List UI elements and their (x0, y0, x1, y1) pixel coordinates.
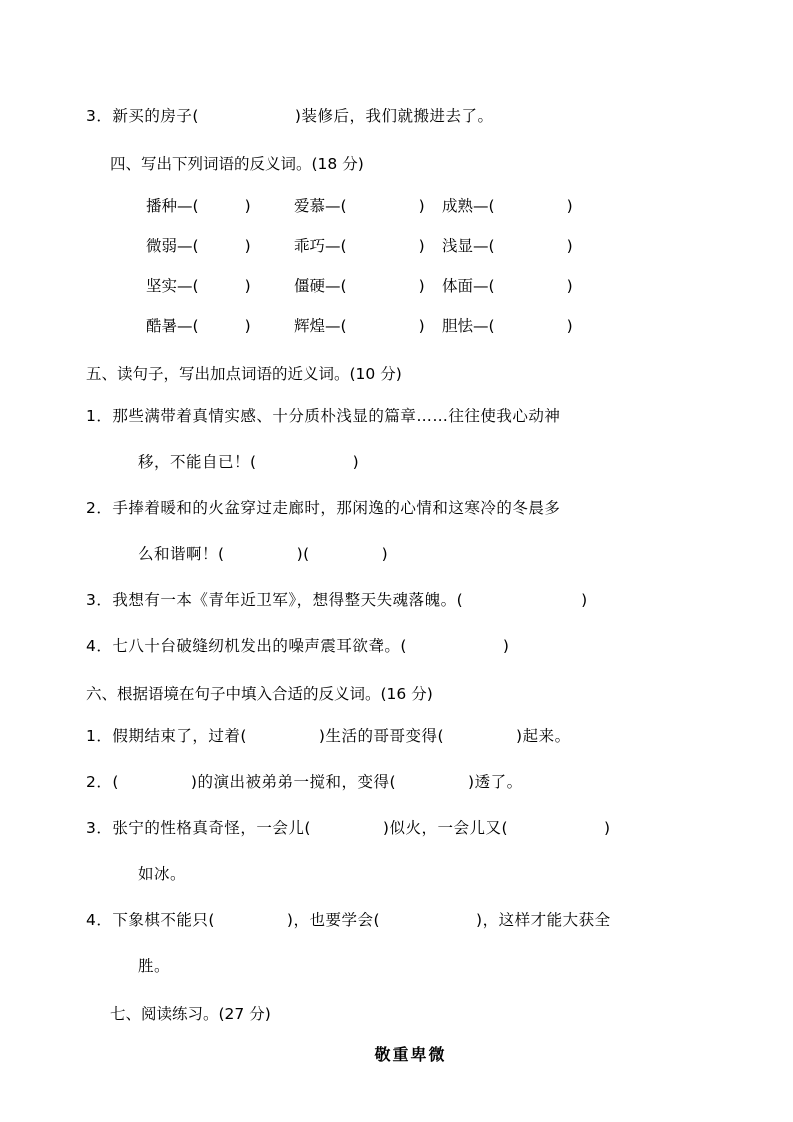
word-label: 爱慕—( (294, 197, 347, 215)
q1-part-c: )起来。 (516, 727, 571, 745)
section-6-q2 (86, 762, 715, 802)
q4-text: 4．七八十台破缝纫机发出的噪声震耳欲聋。( (86, 637, 407, 655)
section-6-q4-line-2: 胜。 (138, 957, 171, 975)
q2-part-c: )透了。 (468, 773, 523, 791)
word-cell (294, 226, 442, 266)
word-tail: ) (566, 197, 573, 215)
section-4-heading: 四、写出下列词语的反义词。(18 分) (110, 155, 364, 173)
section-5-q1-line-2 (86, 442, 715, 482)
q2-text: 么和谐啊！( (138, 545, 225, 563)
q1-part-a: 1．假期结束了，过着( (86, 727, 247, 745)
q4-part-a: 4．下象棋不能只( (86, 911, 215, 929)
antonym-row (86, 306, 715, 346)
q2-tail: ) (381, 545, 389, 563)
q3-part-c: ) (604, 819, 611, 837)
word-tail: ) (566, 317, 573, 335)
word-label: 坚实—( (146, 277, 199, 295)
word-tail: ) (244, 277, 251, 295)
word-tail: ) (244, 197, 251, 215)
word-tail: ) (418, 197, 425, 215)
word-tail: ) (418, 277, 425, 295)
section-5-q1-line-1: 1．那些满带着真情实感、十分质朴浅显的篇章……往往使我心动神 (86, 407, 561, 425)
section-7-heading: 七、阅读练习。(27 分) (110, 1005, 271, 1023)
q2-part-a: 2．( (86, 773, 119, 791)
section-5-q2-line-1: 2．手捧着暖和的火盆穿过走廊时，那闲逸的心情和这寒冷的冬晨多 (86, 499, 561, 517)
word-cell (442, 186, 590, 226)
q4-tail: ) (502, 637, 510, 655)
q4-part-c: )，这样才能大获全 (476, 911, 611, 929)
word-cell (146, 266, 294, 306)
word-cell (294, 186, 442, 226)
q2-part-b: )的演出被弟弟一搅和，变得( (190, 773, 397, 791)
word-tail: ) (566, 277, 573, 295)
antonym-row (86, 226, 715, 266)
word-cell (146, 226, 294, 266)
antonym-row (86, 266, 715, 306)
word-cell (442, 306, 590, 346)
section-6-heading: 六、根据语境在句子中填入合适的反义词。(16 分) (86, 685, 433, 703)
word-tail: ) (244, 237, 251, 255)
section-5-heading: 五、读句子，写出加点词语的近义词。(10 分) (86, 365, 402, 383)
q1-part-b: )生活的哥哥变得( (318, 727, 445, 745)
antonym-row (86, 186, 715, 226)
q3-top-text: 3．新买的房子( (86, 107, 199, 125)
q1-tail: ) (352, 453, 360, 471)
section-6-q1 (86, 716, 715, 756)
word-cell (146, 306, 294, 346)
q3-top-tail: )装修后，我们就搬进去了。 (294, 107, 494, 125)
section-6-q3-line-1 (86, 808, 715, 848)
reading-passage-title: 敬重卑微 (374, 1045, 447, 1064)
q3-tail: ) (581, 591, 588, 609)
q3-part-b: )似火，一会儿又( (382, 819, 509, 837)
section-5-q4 (86, 626, 715, 666)
word-cell (442, 226, 590, 266)
section-5-q2-line-2 (86, 534, 715, 574)
word-cell (442, 266, 590, 306)
word-label: 酷暑—( (146, 317, 199, 335)
word-label: 体面—( (442, 277, 495, 295)
section-6-q3-line-2: 如冰。 (138, 865, 187, 883)
word-tail: ) (418, 237, 425, 255)
question-3-top (86, 96, 715, 136)
word-label: 乖巧—( (294, 237, 347, 255)
q4-part-b: )，也要学会( (286, 911, 381, 929)
section-6-q4-line-1 (86, 900, 715, 940)
word-label: 微弱—( (146, 237, 199, 255)
word-label: 辉煌—( (294, 317, 347, 335)
word-tail: ) (418, 317, 425, 335)
word-label: 僵硬—( (294, 277, 347, 295)
q3-part-a: 3．张宁的性格真奇怪，一会儿( (86, 819, 311, 837)
word-label: 胆怯—( (442, 317, 495, 335)
word-tail: ) (566, 237, 573, 255)
word-label: 浅显—( (442, 237, 495, 255)
word-tail: ) (244, 317, 251, 335)
word-cell (294, 266, 442, 306)
q1-text: 移，不能自已！( (138, 453, 257, 471)
q3-text: 3．我想有一本《青年近卫军》，想得整天失魂落魄。( (86, 591, 464, 609)
word-label: 播种—( (146, 197, 199, 215)
word-cell (146, 186, 294, 226)
word-cell (294, 306, 442, 346)
section-5-q3 (86, 580, 715, 620)
q2-mid: )( (296, 545, 310, 563)
word-label: 成熟—( (442, 197, 495, 215)
